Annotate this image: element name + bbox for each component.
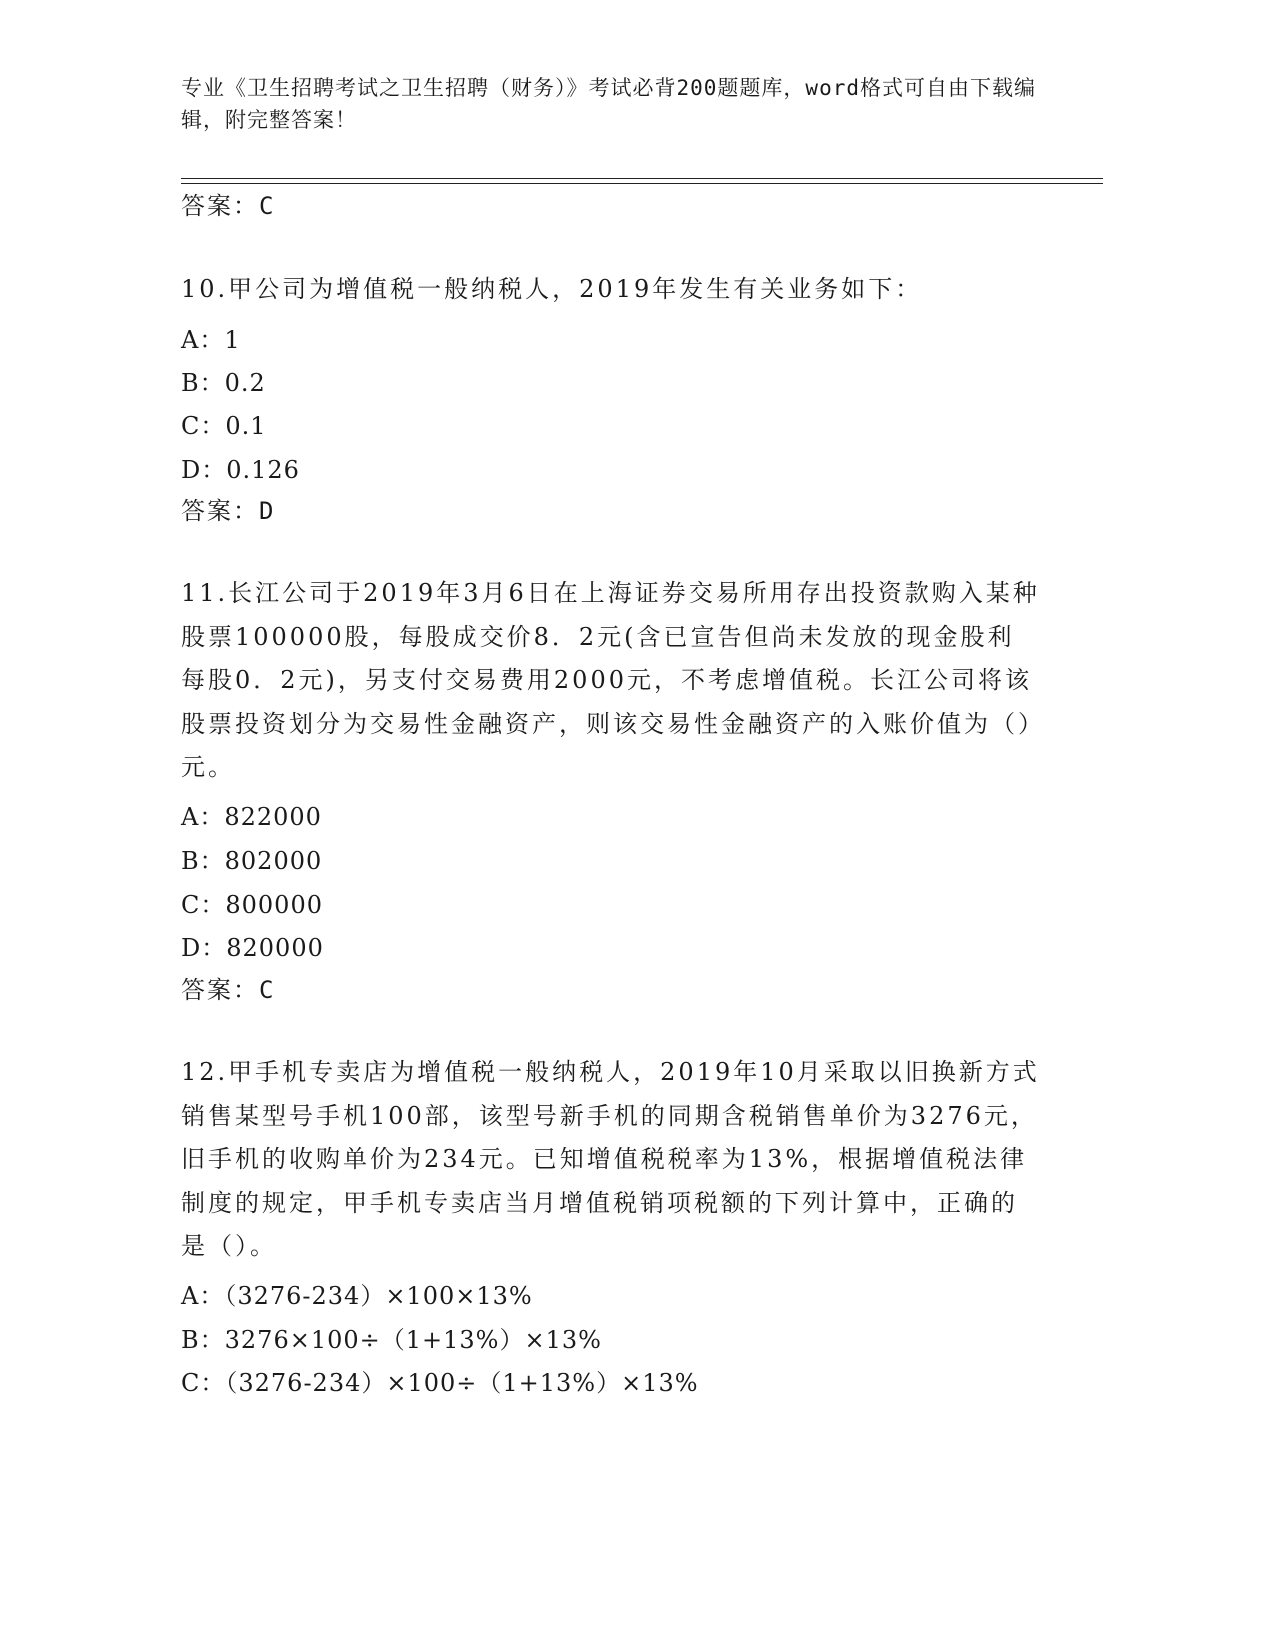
question-11-answer: 答案：C (181, 976, 276, 1004)
question-12-option-c: C：（3276-234）×100÷（1+13%）×13% (181, 1369, 699, 1397)
question-10-option-d: D：0.126 (181, 456, 300, 484)
document-header: 专业《卫生招聘考试之卫生招聘（财务）》考试必背200题题库，word格式可自由下载编辑，附完整答案！ (181, 76, 1036, 132)
question-12-stem: 12.甲手机专卖店为增值税一般纳税人，2019年10月采取以旧换新方式销售某型号手机100部，该型号新手机的同期含税销售单价为3276元，旧手机的收购单价为234元。已知增值税税率为13%，根据增值税法律制度的规定，甲手机专卖店当月增值税销项税额的下列计算中，正确的是（）。 (181, 1058, 1040, 1261)
question-10-option-a: A：1 (181, 326, 241, 354)
question-11-option-c: C：800000 (181, 891, 323, 919)
question-12-option-b: B：3276×100÷（1+13%）×13% (181, 1326, 602, 1354)
question-11-option-d: D：820000 (181, 934, 324, 962)
question-10-stem: 10.甲公司为增值税一般纳税人，2019年发生有关业务如下： (181, 275, 923, 303)
question-12-option-a: A：（3276-234）×100×13% (181, 1282, 533, 1310)
question-10-option-c: C：0.1 (181, 412, 267, 440)
question-11-stem: 11.长江公司于2019年3月6日在上海证券交易所用存出投资款购入某种股票100000股，每股成交价8．2元(含已宣告但尚未发放的现金股利每股0．2元)，另支付交易费用2000元，不考虑增值税。长江公司将该股票投资划分为交易性金融资产，则该交易性金融资产的入账价值为（）元。 (181, 579, 1040, 782)
question-11-option-b: B：802000 (181, 847, 323, 875)
header-divider-bottom (181, 183, 1103, 184)
question-10-answer: 答案：D (181, 497, 276, 525)
header-divider-top (181, 178, 1103, 179)
question-11-option-a: A：822000 (181, 803, 322, 831)
question-10-option-b: B：0.2 (181, 369, 266, 397)
answer-previous: 答案：C (181, 192, 276, 220)
